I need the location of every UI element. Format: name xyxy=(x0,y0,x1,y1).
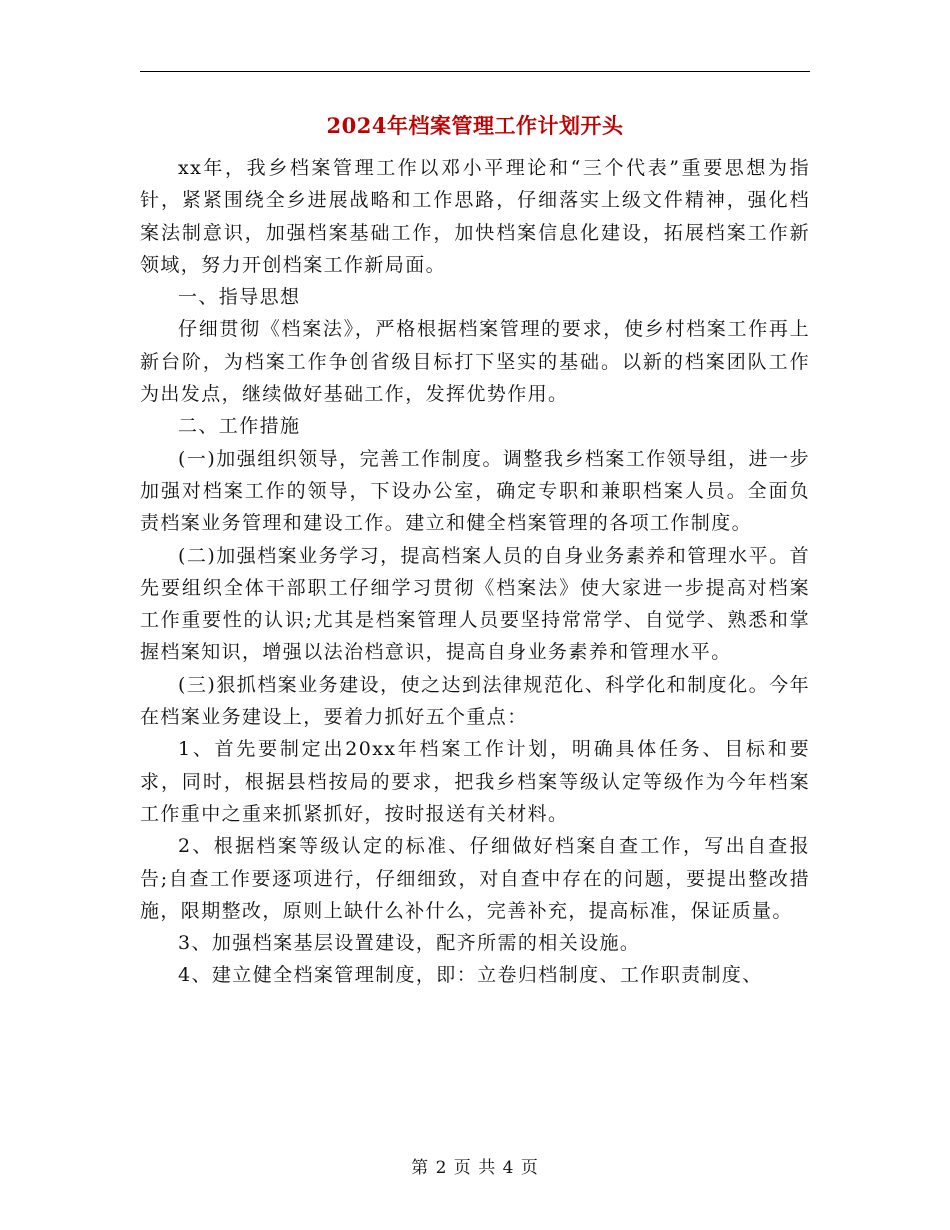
paragraph-measure-2: (二)加强档案业务学习，提高档案人员的自身业务素养和管理水平。首先要组织全体干部职工仔细学习贯彻《档案法》使大家进一步提高对档案工作重要性的认识;尤其是档案管理人员要坚持常常学、自觉学、熟悉和掌握档案知识，增强以法治档意识，提高自身业务素养和管理水平。 xyxy=(140,544,810,664)
section-heading-guiding-thought: 一、指导思想 xyxy=(178,286,301,309)
paragraph-intro: xx年，我乡档案管理工作以邓小平理论和“三个代表”重要思想为指针，紧紧围绕全乡进展战略和工作思路，仔细落实上级文件精神，强化档案法制意识，加强档案基础工作，加快档案信息化建设，拓展档案工作新领域，努力开创档案工作新局面。 xyxy=(140,157,810,276)
document-title: 2024年档案管理工作计划开头 xyxy=(326,113,624,138)
list-item-2: 2、根据档案等级认定的标准、仔细做好档案自查工作，写出自查报告;自查工作要逐项进行，仔细细致，对自查中存在的问题，要提出整改措施，限期整改，原则上缺什么补什么，完善补充，提高标准，保证质量。 xyxy=(140,835,810,922)
paragraph-measure-1: (一)加强组织领导，完善工作制度。调整我乡档案工作领导组，进一步加强对档案工作的领导，下设办公室，确定专职和兼职档案人员。全面负责档案业务管理和建设工作。建立和健全档案管理的各项工作制度。 xyxy=(140,447,810,535)
list-item-4: 4、建立健全档案管理制度，即：立卷归档制度、工作职责制度、 xyxy=(178,964,763,987)
document-body xyxy=(140,152,810,992)
header-rule xyxy=(140,71,810,72)
paragraph-guiding-thought: 仔细贯彻《档案法》，严格根据档案管理的要求，使乡村档案工作再上新台阶，为档案工作争创省级目标打下坚实的基础。以新的档案团队工作为出发点，继续做好基础工作，发挥优势作用。 xyxy=(140,318,810,406)
list-item-3: 3、加强档案基层设置建设，配齐所需的相关设施。 xyxy=(178,932,641,955)
section-heading-measures: 二、工作措施 xyxy=(178,415,301,438)
list-item-1: 1、首先要制定出20xx年档案工作计划，明确具体任务、目标和要求，同时，根据县档按局的要求，把我乡档案等级认定等级作为今年档案工作重中之重来抓紧抓好，按时报送有关材料。 xyxy=(140,738,810,825)
paragraph-measure-3: (三)狠抓档案业务建设，使之达到法律规范化、科学化和制度化。今年在档案业务建设上，要着力抓好五个重点： xyxy=(140,673,810,729)
page-number-footer: 第 2 页 共 4 页 xyxy=(411,1158,539,1178)
